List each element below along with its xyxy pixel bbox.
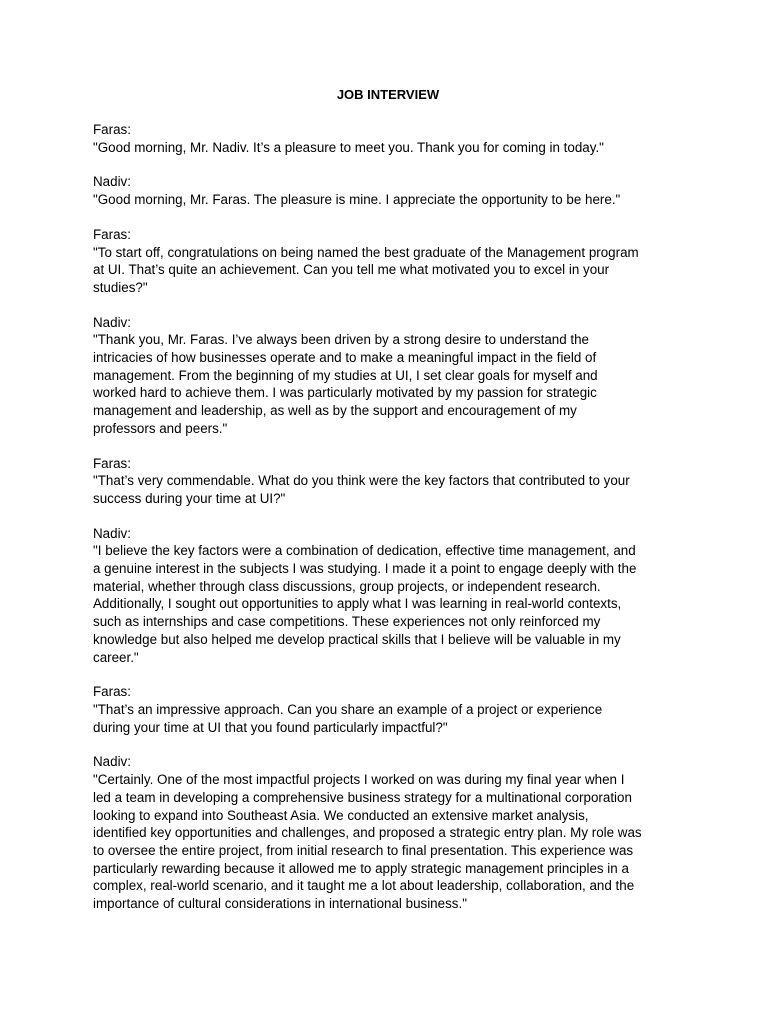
dialogue-line: success during your time at UI?" [93, 490, 286, 506]
dialogue-line: such as internships and case competitions. These experiences not only reinforced my [93, 614, 601, 630]
dialogue-line: "That’s very commendable. What do you think were the key factors that contributed to your [93, 473, 630, 489]
speaker-label: Nadiv: [93, 314, 131, 330]
dialogue-line: "Good morning, Mr. Nadiv. It’s a pleasure to meet you. Thank you for coming in today." [93, 139, 604, 155]
speaker-label: Nadiv: [93, 754, 131, 770]
speaker-label: Faras: [93, 684, 131, 700]
dialogue-turn [93, 173, 683, 208]
dialogue-line: Additionally, I sought out opportunities to apply what I was learning in real-world contexts, [93, 596, 622, 612]
dialogue-line: knowledge but also helped me develop practical skills that I believe will be valuable in my [93, 631, 621, 647]
dialogue-line: "Good morning, Mr. Faras. The pleasure is mine. I appreciate the opportunity to be here." [93, 192, 621, 208]
speaker-label: Faras: [93, 122, 131, 137]
dialogue-line: material, whether through class discussions, group projects, or independent research. [93, 578, 601, 594]
dialogue-line: complex, real-world scenario, and it taught me a lot about leadership, collaboration, and the [93, 878, 635, 894]
dialogue-line: "To start off, congratulations on being named the best graduate of the Management program [93, 244, 639, 260]
dialogue-line: led a team in developing a comprehensive business strategy for a multinational corporation [93, 789, 632, 805]
dialogue-line: during your time at UI that you found particularly impactful?" [93, 719, 448, 735]
dialogue-line: management and leadership, as well as by the support and encouragement of my [93, 403, 577, 419]
dialogue-turn [93, 753, 683, 912]
dialogue-line: at UI. That’s quite an achievement. Can you tell me what motivated you to excel in your [93, 262, 610, 278]
dialogue-turn [93, 226, 683, 297]
speaker-label: Faras: [93, 455, 131, 471]
dialogue-line: intricacies of how businesses operate and to make a meaningful impact in the field of [93, 350, 597, 366]
dialogue-line: identified key opportunities and challenges, and proposed a strategic entry plan. My role was [93, 825, 642, 841]
dialogue-turn [93, 455, 683, 508]
dialogue-line: a genuine interest in the subjects I was studying. I made it a point to engage deeply with the [93, 561, 637, 577]
document-page [93, 86, 683, 930]
dialogue-line: "Certainly. One of the most impactful projects I worked on was during my final year when I [93, 772, 625, 788]
dialogue-turn [93, 525, 683, 667]
dialogue-turn [93, 314, 683, 438]
dialogue-line: studies?" [93, 279, 148, 295]
dialogue-line: "Thank you, Mr. Faras. I’ve always been driven by a strong desire to understand the [93, 332, 590, 348]
speaker-label: Nadiv: [93, 174, 131, 190]
dialogue-line: to oversee the entire project, from initial research to final presentation. This experience was [93, 842, 634, 858]
dialogue-line: importance of cultural considerations in international business." [93, 896, 467, 912]
dialogue-line: particularly rewarding because it allowed me to apply strategic management principles in a [93, 860, 629, 876]
speaker-label: Faras: [93, 226, 131, 242]
document-title: JOB INTERVIEW [336, 87, 440, 102]
dialogue-turn [93, 121, 683, 156]
dialogue-line: professors and peers." [93, 420, 228, 436]
dialogue-turn [93, 683, 683, 736]
dialogue-line: worked hard to achieve them. I was particularly motivated by my passion for strategic [93, 385, 597, 401]
speaker-label: Nadiv: [93, 525, 131, 541]
dialogue-line: career." [93, 649, 139, 665]
dialogue-line: looking to expand into Southeast Asia. We conducted an extensive market analysis, [93, 807, 589, 823]
dialogue-line: "That’s an impressive approach. Can you share an example of a project or experience [93, 701, 603, 717]
dialogue-line: management. From the beginning of my studies at UI, I set clear goals for myself and [93, 367, 598, 383]
dialogue-line: "I believe the key factors were a combination of dedication, effective time management, and [93, 543, 636, 559]
